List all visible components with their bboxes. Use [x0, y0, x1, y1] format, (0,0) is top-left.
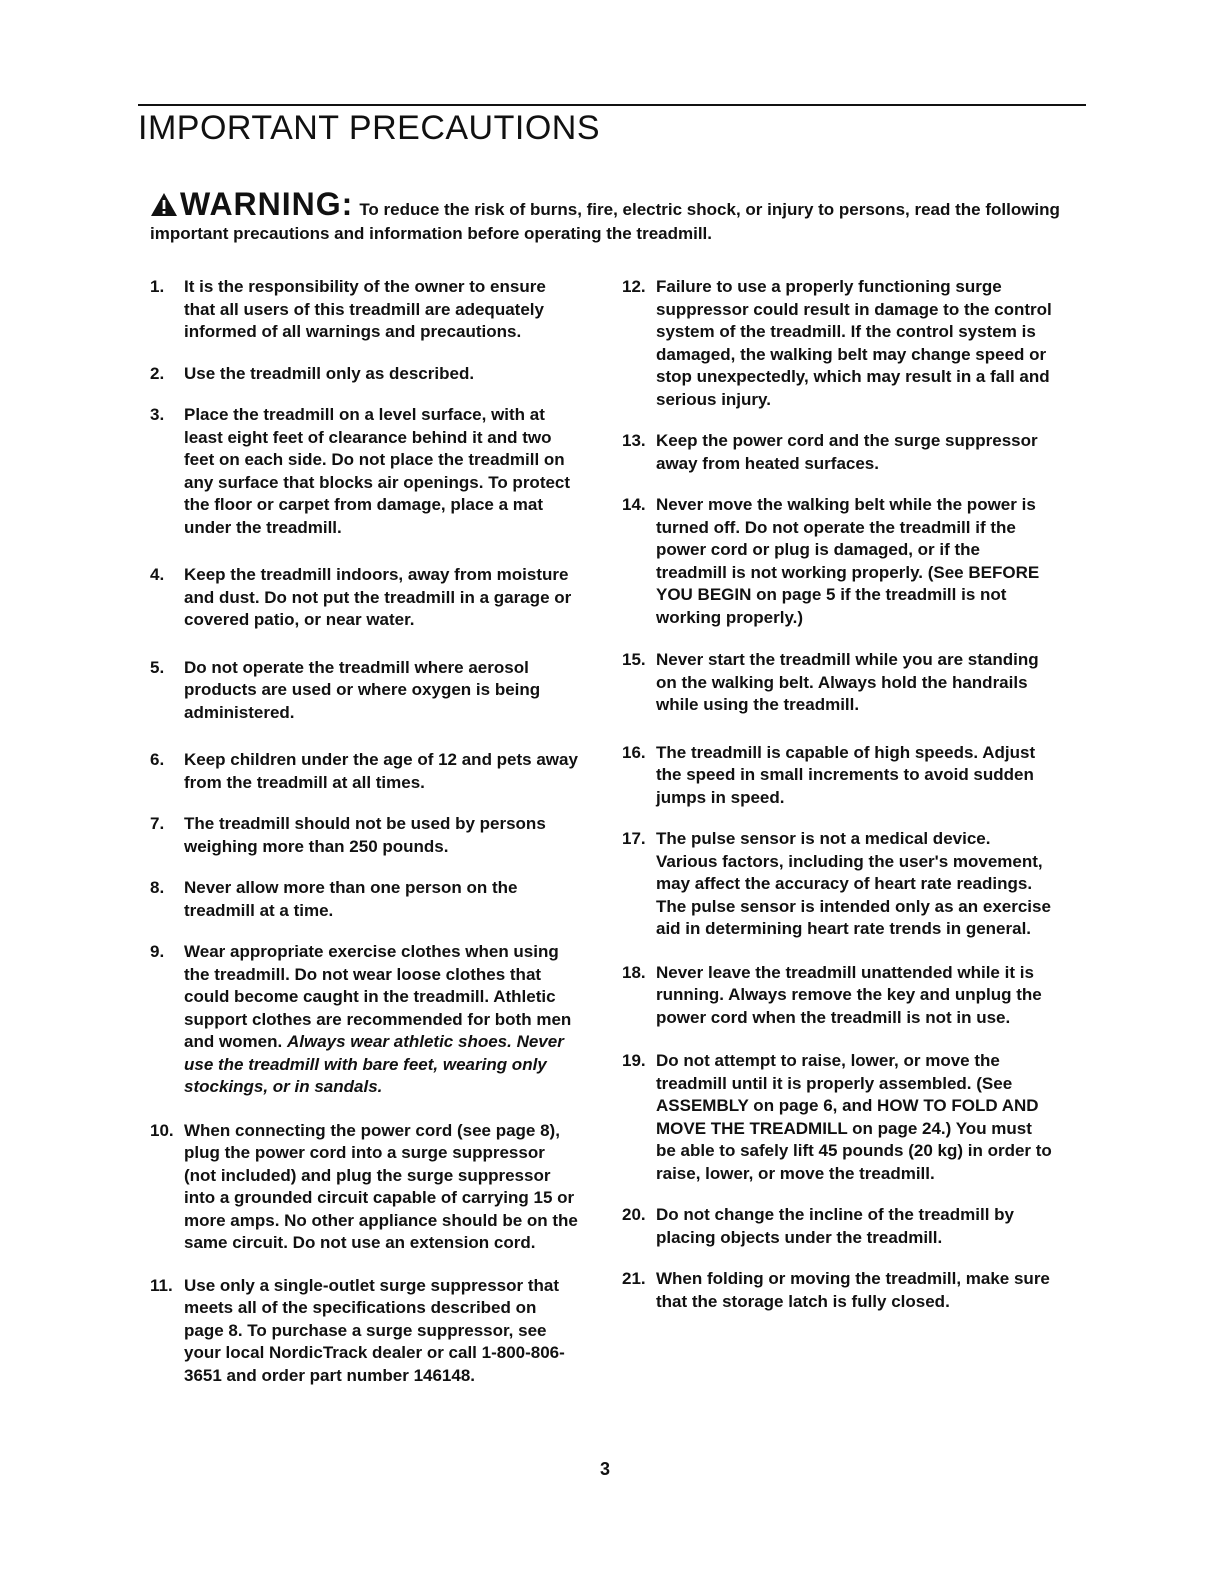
- precautions-left-column: [150, 276, 580, 1387]
- warning-block: [150, 186, 1080, 246]
- precaution-item: 20. Do not change the incline of the treadmill by placing objects under the treadmill.: [622, 1205, 1014, 1247]
- precaution-item: 6. Keep children under the age of 12 and pets away from the treadmill at all times.: [150, 750, 578, 792]
- precaution-item: 3. Place the treadmill on a level surface, with at least eight feet of clearance behind it and two feet on each side. Do not place the treadmill on any surface that blocks air openings. To protect the floor or carpet from damage, place a mat under the treadmill.: [150, 405, 571, 537]
- precaution-item: 4. Keep the treadmill indoors, away from moisture and dust. Do not put the treadmill in a garage or covered patio, or near water.: [150, 565, 572, 629]
- warning-label: WARNING:: [180, 186, 354, 222]
- precaution-item: 17. The pulse sensor is not a medical device. Various factors, including the user's movement, may affect the accuracy of heart rate readings. The pulse sensor is intended only as an exercise aid in determining heart rate trends in general.: [622, 829, 1051, 938]
- precaution-item: 10. When connecting the power cord (see page 8), plug the power cord into a surge suppressor (not included) and plug the surge suppressor into a grounded circuit capable of carrying 15 or more amps. No other appliance should be on the same circuit. Do not use an extension cord.: [150, 1120, 578, 1252]
- precaution-item: 2. Use the treadmill only as described.: [150, 363, 475, 383]
- precaution-item: 9. Wear appropriate exercise clothes when using the treadmill. Do not wear loose clothes that could become caught in the treadmill. Athletic support clothes are recommended for both men and women. Always wear athletic shoes. Never use the treadmill with bare feet, wearing only stockings, or in sandals.: [150, 942, 572, 1096]
- precaution-item: 11. Use only a single-outlet surge suppressor that meets all of the specifications described on page 8. To purchase a surge suppressor, see your local NordicTrack dealer or call 1-800-806-3651 and order part number 146148.: [150, 1275, 565, 1385]
- precaution-item: 13. Keep the power cord and the surge suppressor away from heated surfaces.: [622, 431, 1038, 473]
- warning-text: To reduce the risk of burns, fire, electric shock, or injury to persons, read the following important precautions and information before operating the treadmill.: [150, 200, 1060, 243]
- warning-triangle-icon: [150, 192, 178, 217]
- precaution-item: 21. When folding or moving the treadmill, make sure that the storage latch is fully closed.: [622, 1269, 1050, 1311]
- precaution-item: 12. Failure to use a properly functioning surge suppressor could result in damage to the control system of the treadmill. If the control system is damaged, the walking belt may change speed or stop unexpectedly, which may result in a fall and serious injury.: [622, 277, 1052, 409]
- precaution-item: 1. It is the responsibility of the owner to ensure that all users of this treadmill are adequately informed of all warnings and precautions.: [150, 277, 546, 341]
- precaution-item: 16. The treadmill is capable of high speeds. Adjust the speed in small increments to avoid sudden jumps in speed.: [622, 742, 1036, 807]
- precaution-item: 15. Never start the treadmill while you are standing on the walking belt. Always hold the handrails while using the treadmill.: [622, 650, 1039, 714]
- precaution-item: 19. Do not attempt to raise, lower, or move the treadmill until it is properly assembled. (See ASSEMBLY on page 6, and HOW TO FOLD AND MOVE THE TREADMILL on page 24.) You must be able to safely lift 45 pounds (20 kg) in order to raise, lower, or move the treadmill.: [622, 1051, 1052, 1183]
- precaution-item: 14. Never move the walking belt while the power is turned off. Do not operate the treadmill if the power cord or plug is damaged, or if the treadmill is not working properly. (See BEFORE YOU BEGIN on page 5 if the treadmill is not working properly.): [622, 495, 1040, 627]
- page-number: 3: [599, 1459, 610, 1479]
- precaution-item: 18. Never leave the treadmill unattended while it is running. Always remove the key and unplug the power cord when the treadmill is not in use.: [622, 962, 1042, 1027]
- precaution-item: 5. Do not operate the treadmill where aerosol products are used or where oxygen is being administered.: [150, 657, 541, 722]
- precautions-right-column: [622, 276, 1052, 1313]
- precaution-item: 8. Never allow more than one person on the treadmill at a time.: [150, 878, 518, 920]
- page-title: IMPORTANT PRECAUTIONS: [138, 109, 600, 147]
- precaution-item: 7. The treadmill should not be used by persons weighing more than 250 pounds.: [150, 814, 546, 856]
- header-rule: [138, 104, 1086, 106]
